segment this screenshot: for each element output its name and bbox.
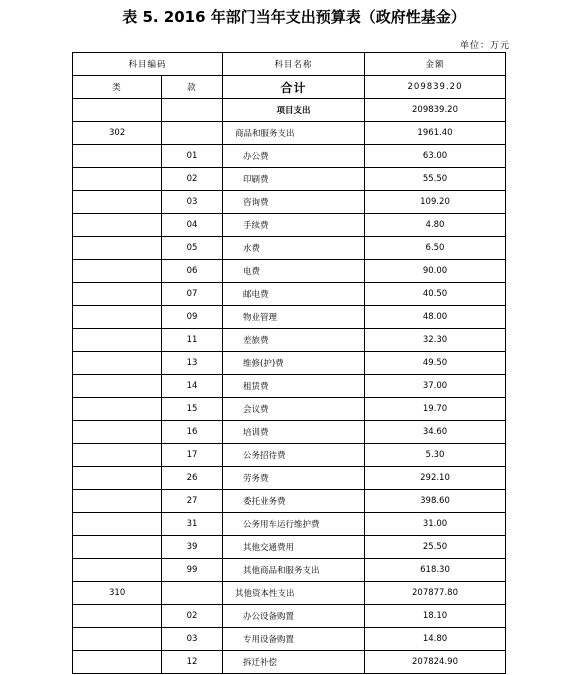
item-name: 其他交通费用	[223, 536, 365, 559]
header-kuan: 款	[162, 76, 223, 99]
table-row	[73, 398, 506, 421]
item-name: 劳务费	[223, 467, 365, 490]
lei-code: 310	[73, 582, 162, 605]
item-amount: 19.70	[365, 398, 506, 421]
lei-code	[73, 444, 162, 467]
lei-code	[73, 375, 162, 398]
subheader-row	[73, 76, 506, 99]
item-name: 租赁费	[223, 375, 365, 398]
header-amount: 金额	[365, 53, 506, 76]
lei-code	[73, 421, 162, 444]
lei-code	[73, 605, 162, 628]
total-amount: 209839.20	[365, 76, 506, 99]
item-name: 其他资本性支出	[223, 582, 365, 605]
item-amount: 292.10	[365, 467, 506, 490]
kuan-code: 03	[162, 628, 223, 651]
lei-code: 302	[73, 122, 162, 145]
lei-code	[73, 214, 162, 237]
table-row	[73, 536, 506, 559]
lei-code	[73, 145, 162, 168]
item-amount: 207877.80	[365, 582, 506, 605]
item-name: 印刷费	[223, 168, 365, 191]
lei-code	[73, 168, 162, 191]
lei-code	[73, 191, 162, 214]
item-amount: 63.00	[365, 145, 506, 168]
table-row	[73, 260, 506, 283]
table-row	[73, 168, 506, 191]
table-row	[73, 145, 506, 168]
kuan-code: 13	[162, 352, 223, 375]
budget-table	[72, 52, 506, 674]
lei-code	[73, 559, 162, 582]
project-row	[73, 99, 506, 122]
kuan-code: 02	[162, 168, 223, 191]
kuan-code: 04	[162, 214, 223, 237]
kuan-code: 27	[162, 490, 223, 513]
kuan-code: 26	[162, 467, 223, 490]
table-row	[73, 352, 506, 375]
kuan-code: 12	[162, 651, 223, 674]
lei-code	[73, 283, 162, 306]
project-amount: 209839.20	[365, 99, 506, 122]
kuan-code: 17	[162, 444, 223, 467]
item-name: 水费	[223, 237, 365, 260]
header-lei: 类	[73, 76, 162, 99]
table-row	[73, 467, 506, 490]
total-label: 合计	[223, 76, 365, 99]
table-row	[73, 306, 506, 329]
item-amount: 48.00	[365, 306, 506, 329]
item-name: 办公设备购置	[223, 605, 365, 628]
kuan-code: 16	[162, 421, 223, 444]
lei-code	[73, 237, 162, 260]
item-amount: 207824.90	[365, 651, 506, 674]
lei-code	[73, 651, 162, 674]
item-name: 拆迁补偿	[223, 651, 365, 674]
item-amount: 31.00	[365, 513, 506, 536]
item-name: 邮电费	[223, 283, 365, 306]
item-amount: 40.50	[365, 283, 506, 306]
lei-code	[73, 329, 162, 352]
item-name: 维修(护)费	[223, 352, 365, 375]
item-name: 差旅费	[223, 329, 365, 352]
table-row	[73, 421, 506, 444]
table-row	[73, 444, 506, 467]
table-row	[73, 628, 506, 651]
kuan-code: 14	[162, 375, 223, 398]
item-amount: 398.60	[365, 490, 506, 513]
kuan-code: 05	[162, 237, 223, 260]
page-title: 表 5. 2016 年部门当年支出预算表（政府性基金）	[122, 8, 466, 26]
table-row	[73, 122, 506, 145]
table-row	[73, 329, 506, 352]
kuan-code: 39	[162, 536, 223, 559]
item-amount: 6.50	[365, 237, 506, 260]
lei-code	[73, 513, 162, 536]
lei-code	[73, 536, 162, 559]
item-name: 物业管理	[223, 306, 365, 329]
kuan-code	[162, 582, 223, 605]
table-row	[73, 605, 506, 628]
item-amount: 18.10	[365, 605, 506, 628]
unit-label: 单位：万元	[459, 41, 510, 51]
kuan-code: 31	[162, 513, 223, 536]
table-row	[73, 559, 506, 582]
lei-code	[73, 490, 162, 513]
kuan-code: 11	[162, 329, 223, 352]
kuan-code: 99	[162, 559, 223, 582]
lei-code	[73, 628, 162, 651]
table-row	[73, 237, 506, 260]
item-amount: 25.50	[365, 536, 506, 559]
item-amount: 4.80	[365, 214, 506, 237]
kuan-code: 07	[162, 283, 223, 306]
item-name: 其他商品和服务支出	[223, 559, 365, 582]
kuan-code: 06	[162, 260, 223, 283]
item-amount: 49.50	[365, 352, 506, 375]
item-name: 商品和服务支出	[223, 122, 365, 145]
project-label: 项目支出	[223, 99, 365, 122]
item-name: 电费	[223, 260, 365, 283]
lei-code	[73, 260, 162, 283]
item-name: 培训费	[223, 421, 365, 444]
item-amount: 1961.40	[365, 122, 506, 145]
item-name: 公务招待费	[223, 444, 365, 467]
kuan-code: 01	[162, 145, 223, 168]
table-row	[73, 375, 506, 398]
item-amount: 5.30	[365, 444, 506, 467]
item-name: 委托业务费	[223, 490, 365, 513]
header-code: 科目编码	[73, 53, 223, 76]
item-amount: 618.30	[365, 559, 506, 582]
item-name: 公务用车运行维护费	[223, 513, 365, 536]
header-name: 科目名称	[223, 53, 365, 76]
item-name: 专用设备购置	[223, 628, 365, 651]
table-row	[73, 513, 506, 536]
item-amount: 90.00	[365, 260, 506, 283]
table-row	[73, 651, 506, 674]
item-amount: 32.30	[365, 329, 506, 352]
table-row	[73, 214, 506, 237]
lei-code	[73, 306, 162, 329]
table-row	[73, 191, 506, 214]
item-name: 咨询费	[223, 191, 365, 214]
item-name: 会议费	[223, 398, 365, 421]
item-name: 办公费	[223, 145, 365, 168]
item-amount: 55.50	[365, 168, 506, 191]
item-amount: 14.80	[365, 628, 506, 651]
kuan-code: 09	[162, 306, 223, 329]
table-row	[73, 283, 506, 306]
header-row	[73, 53, 506, 76]
kuan-code	[162, 122, 223, 145]
kuan-code: 02	[162, 605, 223, 628]
lei-code	[73, 398, 162, 421]
lei-code	[73, 352, 162, 375]
item-name: 手续费	[223, 214, 365, 237]
table-row	[73, 582, 506, 605]
item-amount: 37.00	[365, 375, 506, 398]
item-amount: 109.20	[365, 191, 506, 214]
lei-code	[73, 467, 162, 490]
kuan-code: 03	[162, 191, 223, 214]
table-row	[73, 490, 506, 513]
kuan-code: 15	[162, 398, 223, 421]
item-amount: 34.60	[365, 421, 506, 444]
